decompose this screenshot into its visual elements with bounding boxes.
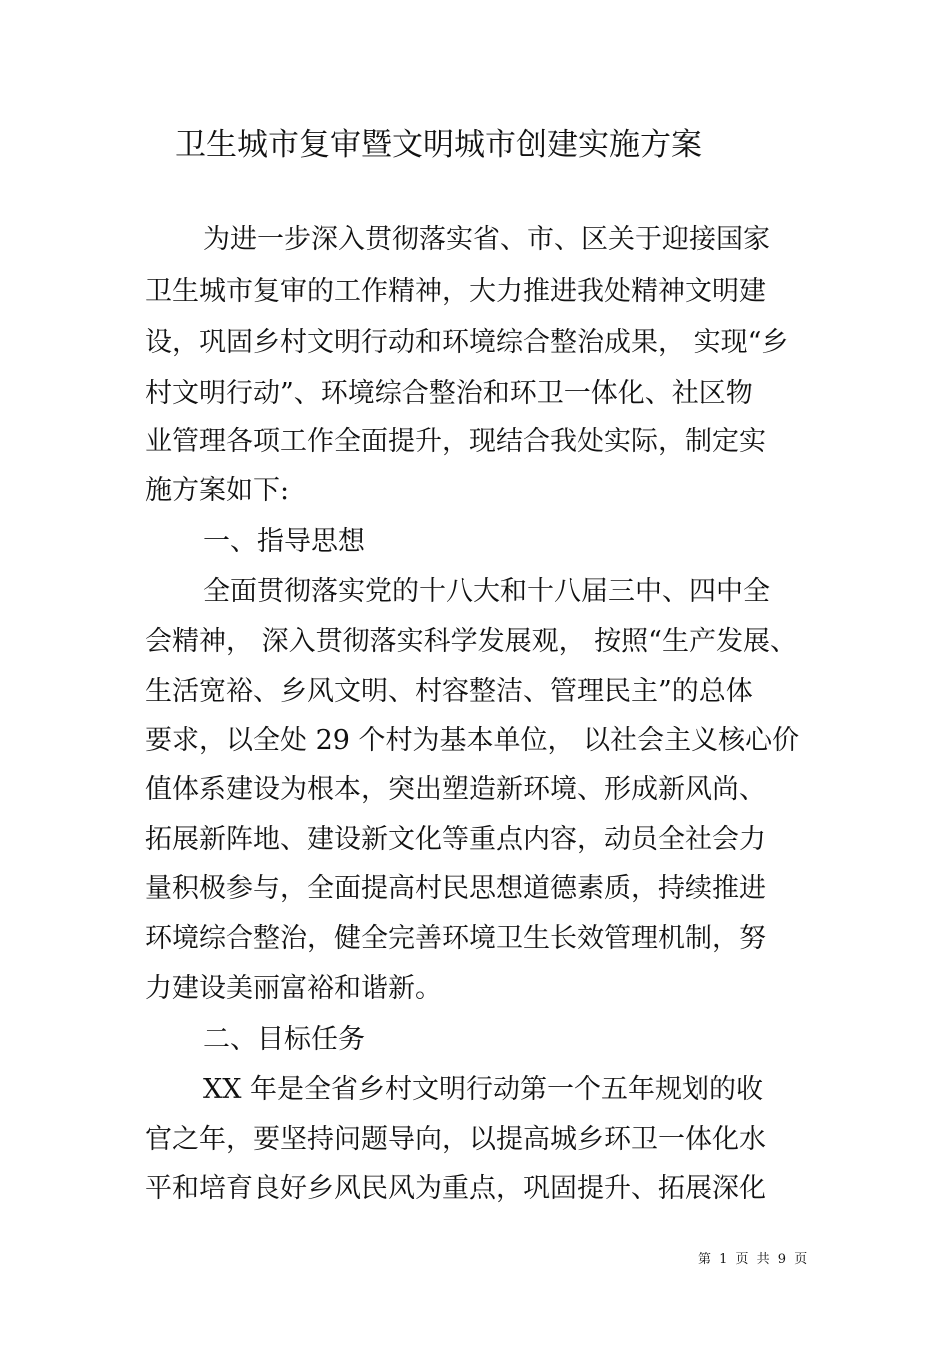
section-heading: 二、目标任务 (203, 1024, 365, 1055)
body-line: 量积极参与，全面提高村民思想道德素质，持续推进 (145, 873, 766, 904)
body-line: 要求，以全处 29 个村为基本单位， 以社会主义核心价 (145, 725, 800, 756)
body-line: 拓展新阵地、建设新文化等重点内容，动员全社会力 (145, 824, 766, 855)
page-number-footer: 第 1 页 共 9 页 (698, 1252, 810, 1267)
body-line: 平和培育良好乡风民风为重点，巩固提升、拓展深化 (145, 1173, 766, 1204)
body-line: 会精神， 深入贯彻落实科学发展观， 按照“生产发展、 (145, 626, 797, 657)
document-title: 卫生城市复审暨文明城市创建实施方案 (175, 127, 702, 163)
body-line: 环境综合整治，健全完善环境卫生长效管理机制，努 (145, 923, 766, 954)
section-heading: 一、指导思想 (203, 526, 365, 557)
body-line: 官之年，要坚持问题导向，以提高城乡环卫一体化水 (145, 1124, 766, 1155)
body-line: 设，巩固乡村文明行动和环境综合整治成果， 实现“乡 (145, 327, 789, 358)
body-line: 卫生城市复审的工作精神，大力推进我处精神文明建 (145, 276, 766, 307)
body-line: 全面贯彻落实党的十八大和十八届三中、四中全 (203, 576, 770, 607)
body-line: 业管理各项工作全面提升，现结合我处实际，制定实 (145, 426, 766, 457)
body-line: 为进一步深入贯彻落实省、市、区关于迎接国家 (203, 224, 770, 255)
body-line: 值体系建设为根本，突出塑造新环境、形成新风尚、 (145, 774, 766, 805)
body-line: 生活宽裕、乡风文明、村容整洁、管理民主”的总体 (145, 676, 753, 707)
body-line: XX 年是全省乡村文明行动第一个五年规划的收 (203, 1074, 764, 1105)
body-line: 村文明行动”、环境综合整治和环卫一体化、社区物 (145, 378, 753, 409)
body-line: 施方案如下: (145, 475, 290, 506)
body-line: 力建设美丽富裕和谐新。 (145, 973, 442, 1004)
